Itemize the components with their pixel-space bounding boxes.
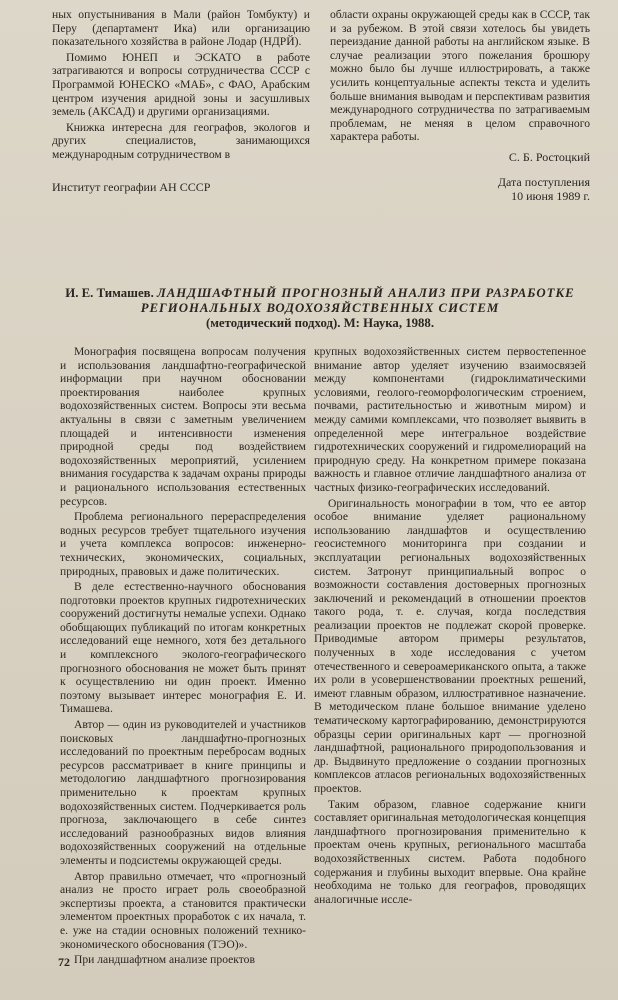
received-date: 10 июня 1989 г. bbox=[511, 188, 590, 203]
institute-name: Институт географии АН СССР bbox=[52, 179, 211, 194]
paragraph: крупных водохозяйственных систем первостепенное внимание автор уделяет изучению взаимосвязей между компонентами (гидроклиматическими условиями, геолого-геоморфологическим строением, почвами, растительностью и животным миром) и между самими комплексами, что позволяет выявить в определенной мере интегральное воздействие гидротехнических сооружений и гидромелиораций на природную среду. На конкретном примере показана важность и главное отличие ландшафтного анализа от частных физико-географических исследований. bbox=[314, 345, 586, 494]
paragraph: Книжка интересна для географов, экологов и других специалистов, занимающихся международным сотрудничеством в bbox=[52, 120, 310, 161]
received-label: Дата поступления bbox=[497, 174, 590, 189]
review-left-column bbox=[60, 345, 306, 967]
paragraph: Автор — один из руководителей и участников поисковых ландшафтно-прогнозных исследований по проектным перебросам водных ресурсов рассматривает в книге принципы и методологию ландшафтного прогнозирования применительно к проектам крупных водохозяйственных систем. Подчеркивается роль прогноза, заключающего в себе синтез исследований разнообразных видов влияния водохозяйственных сооружений на отдельные элементы и подсистемы окружающей среды. bbox=[60, 718, 306, 867]
previous-review-left-column bbox=[52, 8, 310, 195]
paragraph: В деле естественно-научного обоснования подготовки проектов крупных гидротехнических сооружений достигнуты немалые успехи. Однако обобщающих публикаций по итогам конкретных исследований еще немного, хотя без детального и комплексного эколого-географического прогнозного обоснования не может быть принят к осуществлению ни один проект. Именно поэтому вызывает интерес монография Е. И. Тимашева. bbox=[60, 580, 306, 716]
reviewer-signature: С. Б. Ростоцкий bbox=[508, 149, 590, 164]
paragraph: Проблема регионального перераспределения водных ресурсов требует тщательного изучения и учета комплекса вопросов: инженерно-технических, экономических, социальных, природных, правовых и даже политических. bbox=[60, 510, 306, 578]
paragraph: Монография посвящена вопросам получения и использования ландшафтно-географической информации при научном обосновании проектирования наиболее крупных водохозяйственных систем. Вопросы эти весьма актуальны в связи с заметным увеличением площадей и интенсивности изменения природной среды под воздействием водохозяйственных мероприятий, усилением внимания государства к задачам охраны природы и рационального использования естественных ресурсов. bbox=[60, 345, 306, 508]
paragraph: ных опустынивания в Мали (район Томбукту) и Перу (департамент Ика) или организацию показательного хозяйства в районе Лодар (НДРЙ). bbox=[52, 8, 310, 49]
paragraph: Таким образом, главное содержание книги составляет оригинальная методологическая концепция ландшафтного прогнозирования применительно к проектам очень крупных, регионального масштаба водохозяйственных систем. Работа подобного содержания и глубины выходит впервые. Она крайне необходима не только для географов, проводящих аналогичные иссле- bbox=[314, 797, 586, 906]
review-authors: И. Е. Тимашев. bbox=[65, 286, 154, 300]
paragraph: Автор правильно отмечает, что «прогнозный анализ не просто играет роль своеобразной экспертизы проекта, а становится практически элементом проектных проработок с их начала, т. е. уже на стадии основных положений технико-экономического обоснования (ТЭО)». bbox=[60, 869, 306, 951]
paragraph: области охраны окружающей среды как в СССР, так и за рубежом. В этой связи хотелось бы увидеть переиздание данной работы на английском языке. В случае реализации этого пожелания брошюру можно было бы лучше иллюстрировать, а также усилить концептуальные аспекты текста и уделить больше внимания выводам и перспективам развития международного сотрудничества по затрагиваемым проблемам, не меняя в целом справочного характера работы. bbox=[330, 8, 590, 144]
received-block bbox=[330, 175, 590, 203]
review-right-column bbox=[314, 345, 586, 906]
review-subtitle: (методический подход). М: Наука, 1988. bbox=[205, 316, 435, 330]
paragraph: При ландшафтном анализе проектов bbox=[74, 953, 255, 967]
page-number: 72 bbox=[58, 955, 70, 969]
paragraph: Помимо ЮНЕП и ЭСКАТО в работе затрагиваются и вопросы сотрудничества СССР с Программой ЮНЕСКО «МАБ», с ФАО, Арабским центром изучения аридной зоны и засушливых земель (АКСАД) и другими организациями. bbox=[52, 50, 310, 119]
review-heading bbox=[50, 286, 590, 331]
previous-review-right-column bbox=[330, 8, 590, 203]
review-title: ЛАНДШАФТНЫЙ ПРОГНОЗНЫЙ АНАЛИЗ ПРИ РАЗРАБОТКЕ РЕГИОНАЛЬНЫХ ВОДОХОЗЯЙСТВЕННЫХ СИСТЕМ bbox=[140, 286, 575, 315]
paragraph: Оригинальность монографии в том, что ее автор особое внимание уделяет рациональному использованию ландшафтов и осуществлению геосистемного мониторинга при создании и эксплуатации региональных водохозяйственных систем. Затронут принципиальный вопрос о возможности составления достоверных прогнозных заключений и рекомендаций в отношении проектов такого рода, т. е. случая, когда последствия реализации проектов не подлежат скорой проверке. Приводимые автором примеры результатов, полученных в ходе исследования с учетом отечественного и североамериканского опыта, а также их роли в усовершенствовании проектных решений, имеют главным образом, иллюстративное назначение. В методическом плане большое внимание уделено тематическому картографированию, демонстрируются образцы серии оригинальных карт — прогнозной ландшафтной, рационального природопользования и др. Выдвинуто предложение о создании прогнозных комплексов атласов региональных водохозяйственных проектов. bbox=[314, 496, 586, 795]
